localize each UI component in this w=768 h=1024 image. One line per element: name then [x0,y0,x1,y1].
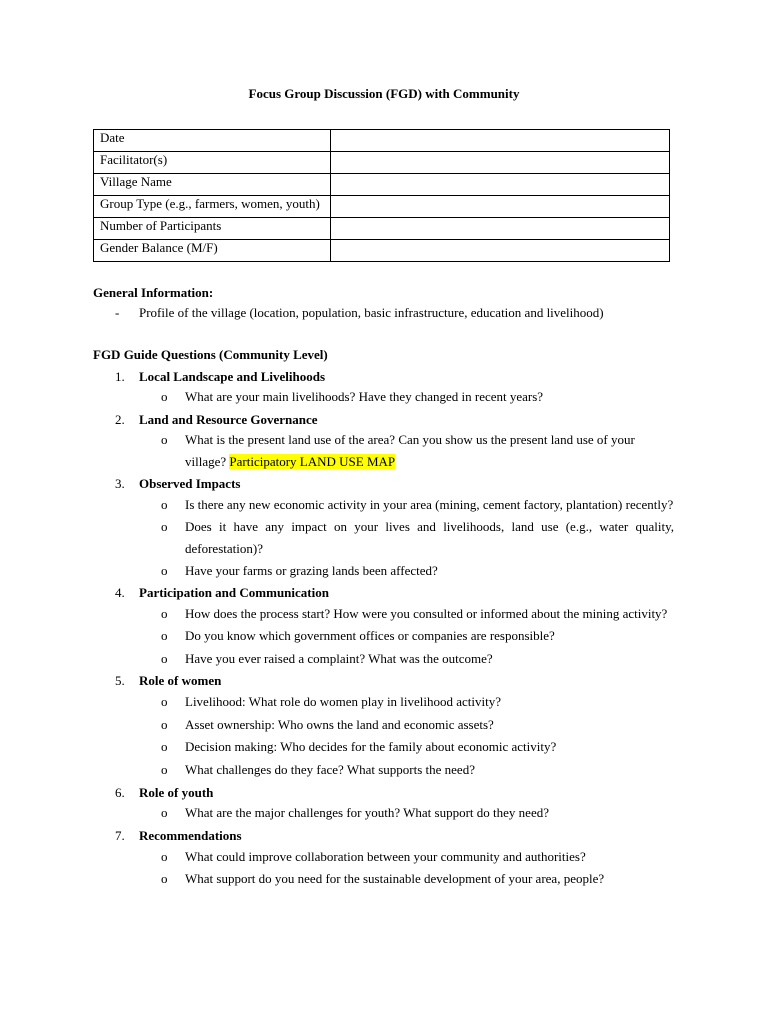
bullet-marker: o [161,739,168,754]
bullet-marker: o [161,389,168,404]
question-text: Do you know which government offices or companies are responsible? [185,628,555,643]
section-heading [115,673,221,689]
table-cell-label: Facilitator(s) [94,152,331,174]
question-text: Have you ever raised a complaint? What was the outcome? [185,651,493,666]
question-item [161,429,674,473]
table-row [94,240,670,262]
section-heading [115,785,213,801]
question-item [161,494,674,516]
table-cell-label: Group Type (e.g., farmers, women, youth) [94,196,331,218]
question-text: Does it have any impact on your lives and livelihoods, land use (e.g., water quality, deforestation)? [185,519,674,556]
table-row [94,152,670,174]
question-text: What are the major challenges for youth? What support do they need? [185,805,549,820]
section-title: Role of women [139,673,222,688]
section-number: 7. [115,828,125,843]
question-main-text: What is the present land use of the area? Can you show us the present land use of your village? [185,432,635,469]
table-row [94,218,670,240]
question-item [161,386,674,408]
question-text: Asset ownership: Who owns the land and economic assets? [185,717,494,732]
bullet-marker: o [161,497,168,512]
question-item [161,648,674,670]
section-heading [115,476,240,492]
question-item [161,868,674,890]
table-row [94,196,670,218]
question-item [161,759,674,781]
question-item [161,516,674,560]
section-heading [115,412,318,428]
section-title: Observed Impacts [139,476,241,491]
bullet-marker: o [161,694,168,709]
question-text: Is there any new economic activity in your area (mining, cement factory, plantation) recently? [185,497,674,512]
question-text: How does the process start? How were you consulted or informed about the mining activity? [185,606,668,621]
question-text [185,429,674,473]
table-cell-value[interactable] [331,130,670,152]
section-heading [115,585,329,601]
section-title: Land and Resource Governance [139,412,318,427]
bullet-marker: o [161,762,168,777]
question-item [161,714,674,736]
question-item [161,560,674,582]
question-item [161,625,674,647]
page-title: Focus Group Discussion (FGD) with Community [248,86,520,101]
general-info-text: Profile of the village (location, population, basic infrastructure, education and livelihood) [139,305,604,320]
section-number: 4. [115,585,125,600]
question-text: Livelihood: What role do women play in livelihood activity? [185,694,502,709]
question-item [161,846,674,868]
question-item [161,603,674,625]
section-number: 3. [115,476,125,491]
table-row [94,174,670,196]
table-cell-label: Date [94,130,331,152]
table-row [94,130,670,152]
table-cell-value[interactable] [331,240,670,262]
question-item [161,691,674,713]
section-number: 5. [115,673,125,688]
table-cell-value[interactable] [331,218,670,240]
bullet-marker: o [161,519,168,534]
question-text: What challenges do they face? What supports the need? [185,762,475,777]
question-item [161,736,674,758]
table-cell-label: Village Name [94,174,331,196]
bullet-marker: o [161,849,168,864]
question-text: What are your main livelihoods? Have they changed in recent years? [185,389,544,404]
bullet-marker: o [161,717,168,732]
table-cell-label: Number of Participants [94,218,331,240]
section-title: Recommendations [139,828,242,843]
table-cell-label: Gender Balance (M/F) [94,240,331,262]
highlighted-text: Participatory LAND USE MAP [229,454,396,469]
bullet-marker: o [161,563,168,578]
info-table [93,129,670,262]
question-text: Decision making: Who decides for the family about economic activity? [185,739,557,754]
question-text: Have your farms or grazing lands been affected? [185,563,438,578]
guide-heading: FGD Guide Questions (Community Level) [93,347,328,362]
bullet-marker: o [161,805,168,820]
question-text: What could improve collaboration between your community and authorities? [185,849,586,864]
bullet-marker: o [161,628,168,643]
dash-marker: - [115,305,120,320]
bullet-marker: o [161,432,168,447]
section-number: 1. [115,369,125,384]
section-number: 2. [115,412,125,427]
bullet-marker: o [161,606,168,621]
section-title: Local Landscape and Livelihoods [139,369,326,384]
bullet-marker: o [161,871,168,886]
table-cell-value[interactable] [331,196,670,218]
table-cell-value[interactable] [331,174,670,196]
section-number: 6. [115,785,125,800]
general-info-heading: General Information: [93,285,214,300]
section-title: Role of youth [139,785,214,800]
question-item [161,802,674,824]
section-title: Participation and Communication [139,585,329,600]
question-text: What support do you need for the sustainable development of your area, people? [185,871,605,886]
table-cell-value[interactable] [331,152,670,174]
bullet-marker: o [161,651,168,666]
section-heading [115,828,242,844]
section-heading [115,369,325,385]
